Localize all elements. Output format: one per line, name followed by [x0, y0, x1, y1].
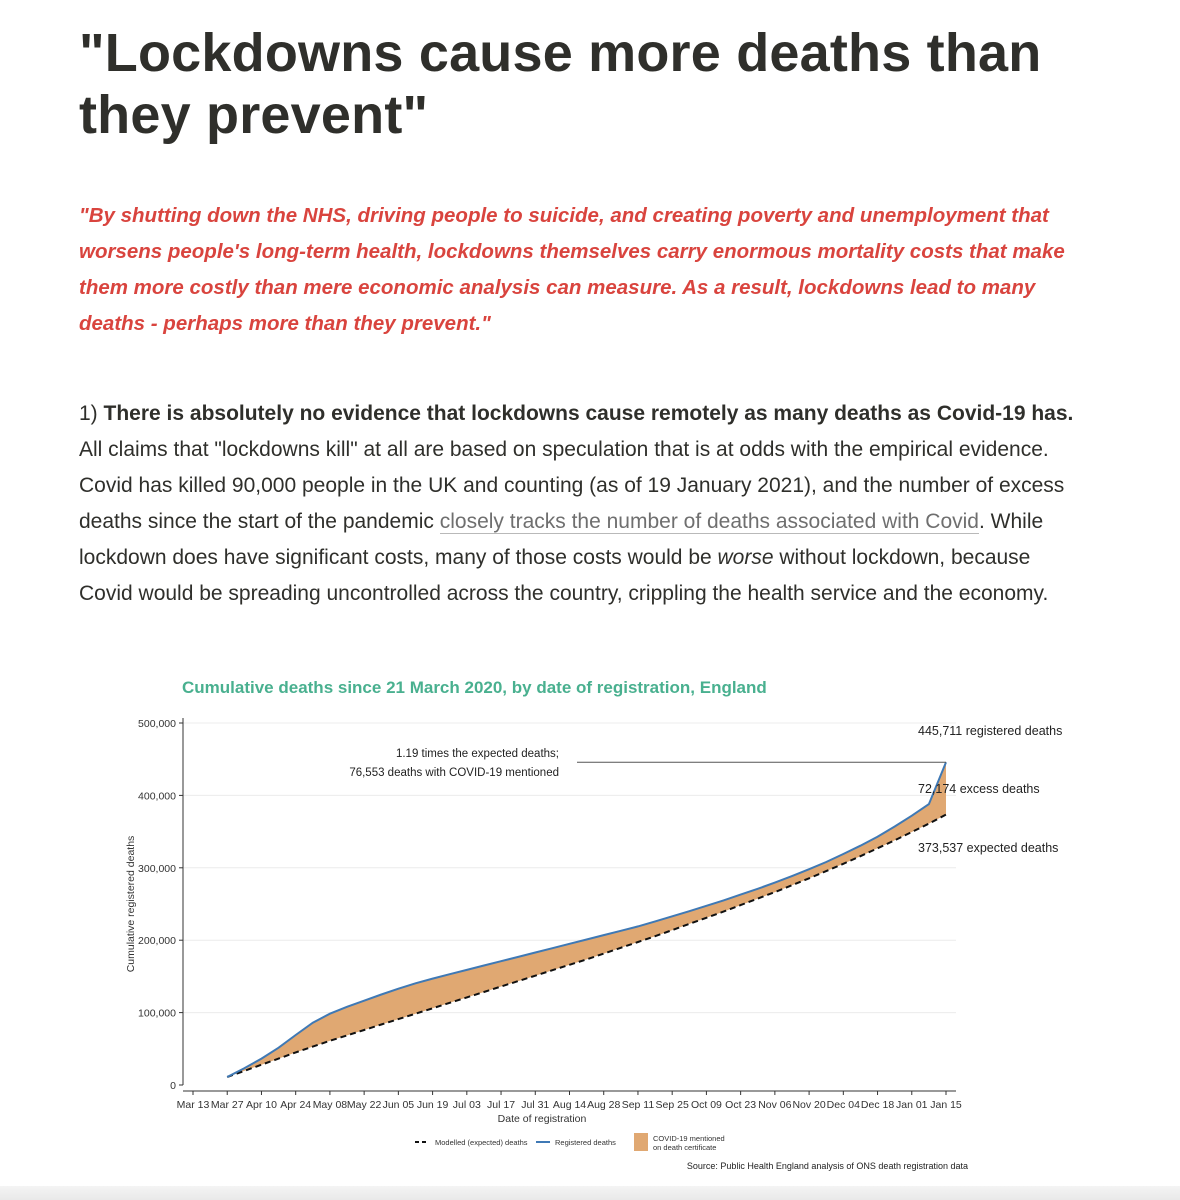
legend-covid-label-1: COVID-19 mentioned — [653, 1134, 725, 1143]
annotation-ratio-2: 76,553 deaths with COVID-19 mentioned — [349, 767, 559, 779]
annotation-expected: 373,537 expected deaths — [918, 841, 1059, 855]
point-text-3: without lockdown, because Covid would be spreading uncontrolled across the country, crippling the health service and the economy. — [79, 546, 1049, 605]
x-tick-label: Apr 10 — [245, 1099, 277, 1111]
x-tick-label: Aug 14 — [552, 1099, 587, 1111]
x-tick-label: Dec 04 — [826, 1099, 860, 1111]
y-tick-label: 300,000 — [138, 862, 176, 875]
page-bottom-edge — [0, 1186, 1180, 1200]
x-tick-label: Dec 18 — [860, 1099, 895, 1111]
y-tick-label: 100,000 — [138, 1007, 176, 1020]
x-tick-label: Oct 09 — [690, 1099, 722, 1111]
legend-registered-label: Registered deaths — [555, 1138, 616, 1147]
y-axis-title: Cumulative registered deaths — [125, 835, 137, 973]
x-tick-label: May 08 — [312, 1099, 348, 1111]
x-tick-label: May 22 — [346, 1099, 382, 1111]
x-tick-label: Aug 28 — [587, 1099, 621, 1111]
covid-fill-area — [227, 762, 946, 1077]
x-tick-label: Jan 01 — [896, 1099, 928, 1111]
claim-quote: "By shutting down the NHS, driving people to suicide, and creating poverty and unemployment that worsens people's long-term health, lockdowns themselves carry enormous mortality costs that make them more costly than mere economic analysis can measure. As a result, lockdowns lead to many deaths - perhaps more than they prevent." — [79, 204, 1065, 335]
cumulative-deaths-chart — [110, 668, 1063, 1183]
point-bold-statement: There is absolutely no evidence that lockdowns cause remotely as many deaths as Covid-19 has. — [103, 402, 1074, 425]
annotation-registered: 445,711 registered deaths — [918, 724, 1063, 738]
y-tick-label: 500,000 — [138, 718, 176, 730]
annotation-ratio-1: 1.19 times the expected deaths; — [395, 748, 559, 760]
chart-source: Source: Public Health England analysis of ONS death registration data — [686, 1161, 968, 1171]
x-tick-label: Mar 13 — [176, 1099, 210, 1111]
x-tick-label: Oct 23 — [725, 1099, 757, 1111]
x-tick-label: Mar 27 — [210, 1099, 244, 1111]
y-tick-label: 400,000 — [138, 790, 176, 803]
legend-covid-swatch — [634, 1133, 648, 1151]
x-tick-label: Jul 31 — [521, 1099, 550, 1111]
x-tick-label: Jul 17 — [487, 1099, 516, 1111]
page-title: "Lockdowns cause more deaths than they prevent" — [79, 23, 1042, 145]
chart-title: Cumulative deaths since 21 March 2020, by date of registration, England — [182, 678, 767, 697]
x-tick-label: Sep 11 — [621, 1099, 655, 1111]
annotation-excess: 72,174 excess deaths — [918, 782, 1040, 796]
y-tick-label: 0 — [170, 1080, 176, 1092]
x-tick-label: Jun 19 — [416, 1099, 449, 1111]
y-tick-label: 200,000 — [138, 935, 176, 948]
point-text-1: All claims that "lockdowns kill" at all are based on speculation that is at odds with the empirical evidence. Covid has killed 90,000 people in the UK and counting (as of 19 January 2021), and the number of excess deaths since the start of the pandemic — [79, 438, 1065, 533]
point-text-2: . While lockdown does have significant costs, many of those costs would be — [79, 510, 1044, 569]
rebuttal-paragraph — [79, 396, 1084, 612]
legend-covid-label-2: on death certificate — [653, 1143, 717, 1152]
x-tick-label: Nov 20 — [792, 1099, 826, 1111]
x-tick-label: Nov 06 — [758, 1099, 792, 1111]
x-tick-label: Apr 24 — [280, 1099, 312, 1111]
emphasis-worse: worse — [717, 546, 774, 569]
x-axis-title: Date of registration — [497, 1113, 587, 1125]
x-tick-label: Jun 05 — [382, 1099, 415, 1111]
source-link[interactable]: closely tracks the number of deaths associated with Covid — [439, 510, 979, 533]
x-tick-label: Jul 03 — [452, 1099, 481, 1111]
x-tick-label: Sep 25 — [655, 1099, 689, 1111]
legend-expected-label: Modelled (expected) deaths — [435, 1138, 528, 1147]
x-tick-label: Jan 15 — [930, 1099, 962, 1111]
point-number: 1) — [79, 402, 104, 425]
chart-svg — [110, 668, 1063, 1183]
